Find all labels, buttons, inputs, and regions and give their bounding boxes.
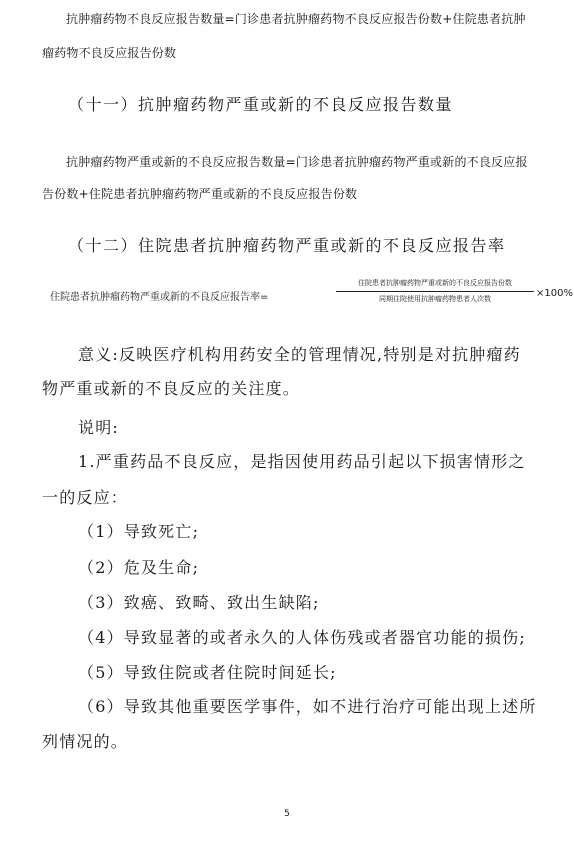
significance-line2: 物严重或新的不良反应的关注度。 [42, 379, 301, 398]
para2-line1: 抗肿瘤药物严重或新的不良反应报告数量=门诊患者抗肿瘤药物严重或新的不良反应报 [66, 155, 528, 169]
case-item: （1）导致死亡; [78, 522, 200, 541]
explanation-label: 说明: [78, 418, 119, 437]
section-heading-12: （十二）住院患者抗肿瘤药物严重或新的不良反应报告率 [68, 236, 506, 255]
formula-multiplier: ×100% [536, 288, 573, 299]
case-item: （2）危及生命; [78, 558, 200, 577]
case6-line1: （6）导致其他重要医学事件，如不进行治疗可能出现上述所 [78, 697, 537, 716]
case-item: （3）致癌、致畸、致出生缺陷; [78, 593, 320, 612]
item1-line2: 一的反应： [42, 488, 129, 507]
significance-line1: 意义:反映医疗机构用药安全的管理情况,特别是对抗肿瘤药 [78, 345, 521, 364]
formula-numerator: 住院患者抗肿瘤药物严重或新的不良反应报告份数 [358, 279, 512, 287]
page-number: 5 [284, 809, 290, 819]
formula-denominator: 同期住院使用抗肿瘤药物患者人次数 [379, 295, 491, 303]
case-item: （4）导致显著的或者永久的人体伤残或者器官功能的损伤; [78, 628, 526, 647]
para1-line2: 瘤药物不良反应报告份数 [42, 46, 177, 60]
fraction-bar [336, 291, 534, 292]
rate-formula [50, 278, 573, 314]
formula-lhs: 住院患者抗肿瘤药物严重或新的不良反应报告率= [50, 292, 269, 303]
item1-line1: 1.严重药品不良反应，是指因使用药品引起以下损害情形之 [78, 452, 526, 471]
section-heading-11: （十一）抗肿瘤药物严重或新的不良反应报告数量 [68, 95, 454, 114]
case6-line2: 列情况的。 [42, 732, 129, 751]
formula-fraction [336, 278, 534, 305]
case-item: （5）导致住院或者住院时间延长; [78, 663, 337, 682]
para2-line2: 告份数+住院患者抗肿瘤药物严重或新的不良反应报告份数 [42, 187, 358, 201]
para1-line1: 抗肿瘤药物不良反应报告数量=门诊患者抗肿瘤药物不良反应报告份数+住院患者抗肿 [66, 12, 526, 26]
